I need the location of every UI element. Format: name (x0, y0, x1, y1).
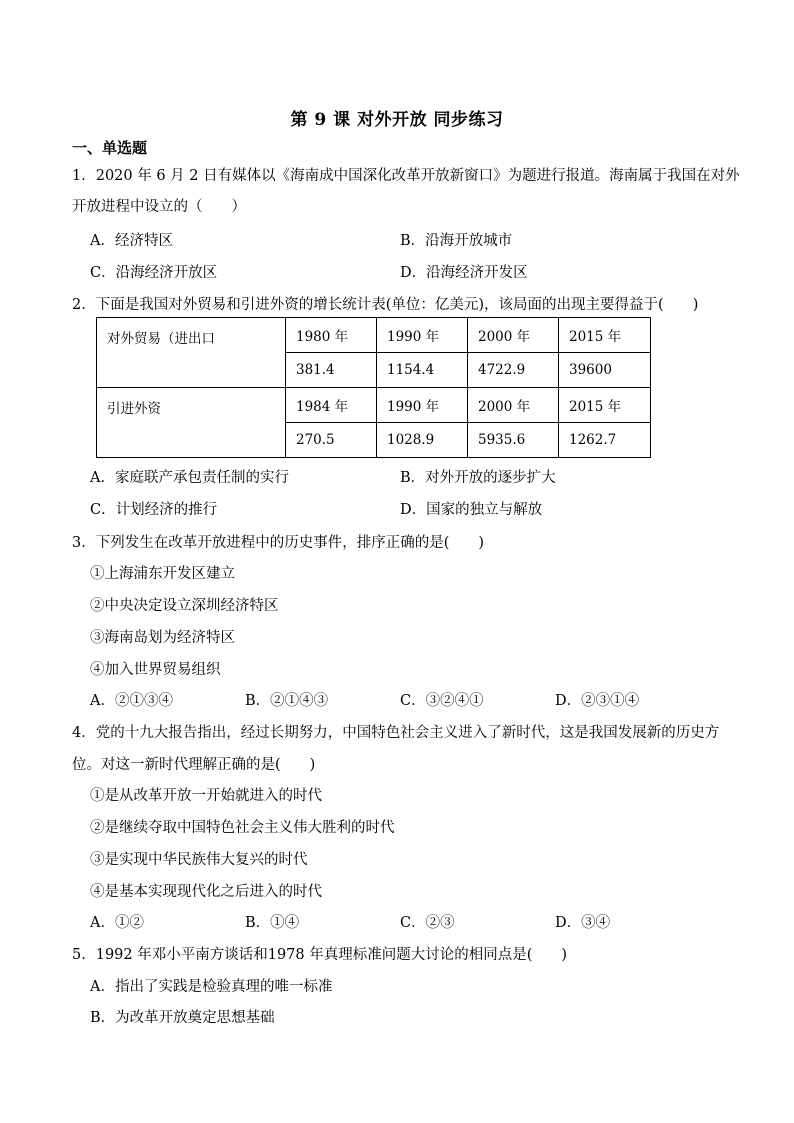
q4-option-a: A．①② (90, 915, 144, 931)
section-heading: 一、单选题 (72, 139, 148, 157)
q5-option-b: B．为改革开放奠定思想基础 (90, 1010, 275, 1026)
table-cell: 1990 年 (377, 388, 468, 423)
table-cell: 39600 (559, 353, 651, 388)
q4-item-4: ④是基本实现现代化之后进入的时代 (90, 884, 322, 900)
statistics-table (96, 317, 651, 458)
q2-option-a: A．家庭联产承包责任制的实行 (90, 470, 289, 486)
q1-stem-line2: 开放进程中设立的（ ） (72, 199, 246, 215)
q5-stem: 5．1992 年邓小平南方谈话和1978 年真理标准问题大讨论的相同点是( ) (72, 947, 568, 963)
q3-option-d: D．②③①④ (555, 693, 640, 709)
q5-option-a: A．指出了实践是检验真理的唯一标准 (90, 979, 333, 995)
q4-option-c: C．②③ (400, 915, 455, 931)
table-cell: 1984 年 (286, 388, 377, 423)
q4-item-2: ②是继续夺取中国特色社会主义伟大胜利的时代 (90, 820, 395, 836)
table-cell: 1990 年 (377, 318, 468, 353)
q3-item-1: ①上海浦东开发区建立 (90, 566, 235, 582)
q3-stem: 3．下列发生在改革开放进程中的历史事件，排序正确的是( ) (72, 535, 485, 551)
q3-option-b: B．②①④③ (245, 693, 329, 709)
q4-option-b: B．①④ (245, 915, 300, 931)
q1-stem-line1: 1．2020 年 6 月 2 日有媒体以《海南成中国深化改革开放新窗口》为题进行报道。海南属于我国在对外 (72, 168, 740, 184)
table-cell: 1980 年 (286, 318, 377, 353)
q1-option-c: C．沿海经济开放区 (90, 265, 218, 281)
q2-option-c: C．计划经济的推行 (90, 502, 218, 518)
q1-option-d: D．沿海经济开发区 (400, 265, 528, 281)
table-cell: 5935.6 (468, 423, 559, 458)
table-cell: 1028.9 (377, 423, 468, 458)
q3-item-3: ③海南岛划为经济特区 (90, 630, 235, 646)
table-cell: 2000 年 (468, 388, 559, 423)
table-cell: 4722.9 (468, 353, 559, 388)
q4-stem-line1: 4．党的十九大报告指出，经过长期努力，中国特色社会主义进入了新时代，这是我国发展新的历史方 (72, 725, 720, 741)
table-cell: 2015 年 (559, 318, 651, 353)
table-cell: 270.5 (286, 423, 377, 458)
table-row-label: 引进外资 (97, 388, 286, 458)
page-title: 第 9 课 对外开放 同步练习 (290, 110, 504, 130)
table-row-label: 对外贸易（进出口 (97, 318, 286, 388)
table-cell: 1262.7 (559, 423, 651, 458)
q4-item-3: ③是实现中华民族伟大复兴的时代 (90, 852, 308, 868)
q2-stem: 2．下面是我国对外贸易和引进外资的增长统计表(单位：亿美元)，该局面的出现主要得益于( ) (72, 297, 699, 313)
q4-item-1: ①是从改革开放一开始就进入的时代 (90, 788, 322, 804)
table-cell: 2000 年 (468, 318, 559, 353)
q3-option-a: A．②①③④ (90, 693, 173, 709)
q1-option-a: A．经济特区 (90, 233, 173, 249)
table-cell: 1154.4 (377, 353, 468, 388)
q3-item-4: ④加入世界贸易组织 (90, 662, 221, 678)
q2-option-b: B．对外开放的逐步扩大 (400, 470, 556, 486)
table-cell: 381.4 (286, 353, 377, 388)
q4-option-d: D．③④ (555, 915, 611, 931)
table-row (97, 318, 651, 353)
q1-option-b: B．沿海开放城市 (400, 233, 513, 249)
table-cell: 2015 年 (559, 388, 651, 423)
q2-option-d: D．国家的独立与解放 (400, 502, 543, 518)
q3-item-2: ②中央决定设立深圳经济特区 (90, 598, 279, 614)
q4-stem-line2: 位。对这一新时代理解正确的是( ) (72, 757, 316, 773)
q3-option-c: C．③②④① (400, 693, 484, 709)
table-row (97, 388, 651, 423)
